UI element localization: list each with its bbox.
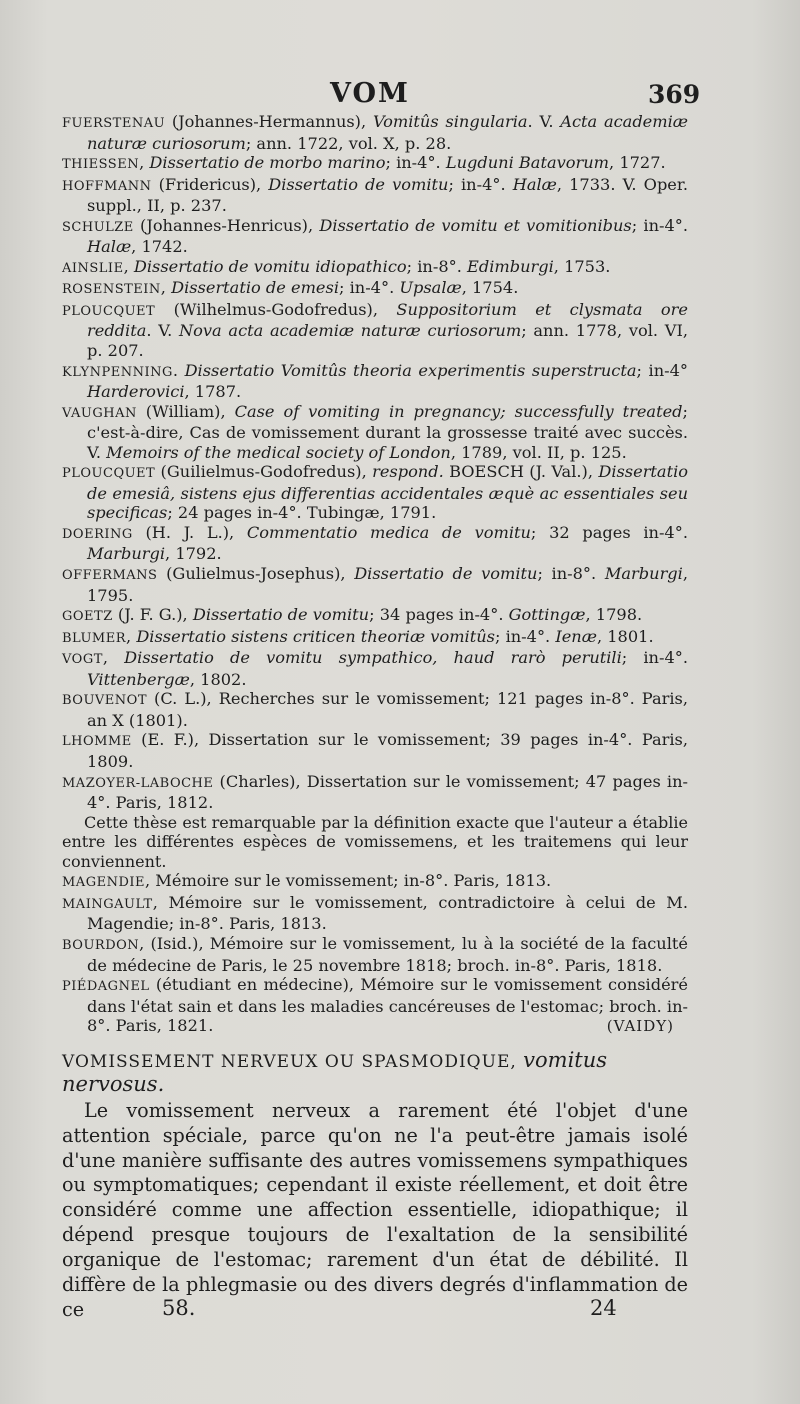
bibliography-entry: [62, 648, 688, 689]
entry-title: Dissertatio de emesi: [171, 278, 339, 298]
entry-details: (J. F. G.),: [112, 605, 193, 625]
entry-imprint: , 1798.: [585, 605, 643, 625]
entry-imprint: , 1789, vol. II, p. 125.: [450, 442, 627, 462]
entry-publication: Acta academiæ naturæ curiosorum: [87, 112, 688, 153]
entry-publication: Ienæ: [555, 626, 597, 646]
bibliography-entry: [62, 112, 688, 153]
entry-title: Commentatio medica de vomitu: [246, 522, 531, 542]
gathering-number: 24: [590, 1296, 617, 1320]
entry-author: THIESSEN: [62, 157, 140, 173]
entry-details: (E. F.),: [131, 730, 209, 750]
section-title: VOMISSEMENT NERVEUX OU SPASMODIQUE,: [62, 1051, 524, 1072]
bibliography-entry: [62, 257, 688, 279]
entry-author: VOGT: [62, 652, 103, 668]
entry-publication: Gottingæ: [508, 605, 586, 625]
entry-format: ; in-8°.: [537, 564, 605, 584]
entry-format: ; in-4°.: [494, 626, 556, 646]
entry-author: VAUGHAN: [62, 405, 137, 421]
entry-title: respond.: [372, 462, 444, 482]
entry-title: Dissertatio de vomitu et vomitionibus: [319, 215, 632, 235]
entry-imprint: , 1801.: [596, 626, 654, 646]
entry-author: BOUVENOT: [62, 693, 147, 709]
entry-author: PLOUCQUET: [62, 466, 156, 482]
entry-imprint: , 1742.: [131, 237, 188, 257]
entry-format: Dissertation sur le vomissement; 39 pages in-4°. Paris, 1809.: [87, 730, 688, 771]
entry-title: Dissertatio de vomitu: [268, 174, 449, 194]
entry-format: ; 32 pages in-4°.: [530, 522, 688, 542]
bibliography-entry: [62, 462, 688, 523]
entry-details: (Guilielmus-Godofredus),: [155, 462, 373, 482]
entry-imprint: , 1753.: [553, 256, 611, 276]
entry-details: (Wilhelmus-Godofredus),: [155, 299, 397, 319]
entry-imprint: , 1733. V. Oper. suppl., II, p. 237.: [87, 174, 688, 216]
entry-imprint: , 1792.: [165, 544, 222, 564]
entry-details: (Johannes-Henricus),: [133, 215, 320, 235]
bibliography-entry: [62, 730, 688, 771]
entry-details: ,: [123, 256, 134, 276]
entry-text: Mémoire sur le vomissement considéré dans l'état sain et dans les maladies cancéreuses de l'estomac; broch. in-8°. Paris, 1821.: [87, 975, 688, 1036]
entry-publication: Marburgi: [87, 544, 166, 564]
entry-author: SCHULZE: [62, 219, 134, 235]
entry-publication: Halæ: [87, 237, 132, 257]
bibliography-entry: [62, 934, 688, 975]
bibliography-entry: [62, 361, 688, 402]
entry-details: (Charles),: [213, 771, 307, 791]
page-footer: [0, 1296, 800, 1326]
entry-title: Dissertatio de morbo marino: [149, 153, 386, 173]
entry-author: AINSLIE: [62, 260, 124, 276]
bibliography-entry: [62, 772, 688, 813]
entry-publication: Dissertatio de emesiâ, sistens ejus differentias accidentales æquè ac essentiales seu specificas: [87, 462, 689, 523]
entry-publication: Nova acta academiæ naturæ curiosorum: [179, 321, 522, 341]
entry-imprint: , 1727.: [609, 153, 666, 173]
entry-publication: Edimburgi: [467, 256, 554, 276]
entry-details: ,: [126, 626, 137, 646]
entry-text: Mémoire sur le vomissement, contradictoire à celui de M. Magendie; in-8°. Paris, 1813.: [87, 892, 688, 934]
entry-format: Recherches sur le vomissement; 121 pages in-8°. Paris, an X (1801).: [87, 689, 688, 730]
entry-imprint: , 1802.: [189, 669, 247, 689]
bibliography-entry: [62, 627, 688, 649]
entry-details: (Gulielmus-Josephus),: [157, 564, 355, 584]
entry-details: , (Isid.),: [139, 934, 210, 954]
entry-title: Case of vomiting in pregnancy; successfully treated: [234, 401, 683, 421]
entry-format: ; in-4°.: [621, 648, 688, 668]
entry-imprint: ; ann. 1722, vol. X, p. 28.: [245, 133, 452, 153]
entry-details: .: [172, 360, 185, 380]
entry-publication: Memoirs of the medical society of London: [106, 442, 451, 462]
entry-format: ; in-4°.: [385, 153, 446, 173]
entry-title: Dissertatio Vomitûs theoria experimentis superstructa: [184, 360, 637, 380]
bibliography-entry: [62, 300, 688, 361]
entry-author: DOERING: [62, 526, 133, 542]
entry-author: ROSENSTEIN: [62, 282, 161, 298]
entry-details: ,: [139, 153, 150, 173]
entry-details: ,: [102, 648, 125, 668]
body-paragraph: Le vomissement nerveux a rarement été l'objet d'une attention spéciale, parce qu'on ne l'a peut-être jamais isolé d'une manière suffisante des autres vomissemens sympathiques ou symptomatiques; cependant il existe réellement, et doit être considéré comme une affection essentielle, idiopathique; il dépend presque toujours de l'exaltation de la sensibilité organique de l'estomac; rarement d'un état de débilité. Il diffère de la phlegmasie ou des divers degrés d'inflammation de ce: [62, 1098, 688, 1321]
entry-title: Dissertatio de vomitu idiopathico: [133, 256, 407, 276]
entry-format: Dissertation sur le vomissement; 47 pages in-4°. Paris, 1812.: [87, 771, 688, 813]
bibliography-entry: [62, 153, 688, 175]
entry-details: ,: [145, 871, 156, 891]
running-head: VOM: [330, 78, 410, 109]
entry-author: GOETZ: [62, 609, 113, 625]
entry-title: Dissertatio de vomitu sympathico, haud rarò perutili: [124, 648, 622, 668]
author-signature: (VAIDY): [606, 1016, 674, 1035]
entry-details: (étudiant en médecine),: [149, 975, 361, 995]
entry-format: ; in-4°.: [448, 174, 513, 194]
entry-author: KLYNPENNING: [62, 364, 173, 380]
entry-imprint: , 1754.: [461, 278, 519, 298]
entry-publication: Upsalæ: [399, 278, 462, 298]
entry-details: (Johannes-Hermannus),: [165, 112, 373, 131]
entry-publication: Halæ: [512, 174, 557, 194]
entry-format: ; in-8°.: [406, 256, 468, 276]
entry-publication: Harderovici: [87, 382, 185, 402]
entry-format: ; 34 pages in-4°.: [369, 605, 509, 625]
entry-details: (William),: [136, 401, 235, 421]
entry-author: MAINGAULT: [62, 896, 153, 912]
entry-author: PIÉDAGNEL: [62, 979, 150, 995]
entry-format: . V.: [527, 112, 561, 131]
bibliography-entry: [62, 175, 688, 216]
entry-format: ; c'est-à-dire, Cas de vomissement durant la grossesse traité avec succès. V.: [87, 401, 688, 462]
entry-details: (Fridericus),: [151, 174, 269, 194]
entry-details: (C. L.),: [147, 689, 219, 709]
entry-title: Dissertatio de vomitu: [354, 564, 538, 584]
entry-author: BLUMER: [62, 630, 127, 646]
entry-imprint: , 1795.: [87, 564, 688, 605]
bibliography-list: [62, 112, 688, 813]
entry-title: Vomitûs singularia: [372, 112, 528, 131]
entry-imprint: ; ann. 1778, vol. VI, p. 207.: [87, 321, 689, 361]
entry-author: HOFFMANN: [62, 178, 152, 194]
page-number: 369: [648, 80, 701, 109]
bibliography-entry: [62, 402, 688, 463]
entry-details: ,: [152, 892, 169, 912]
page-body: [62, 112, 688, 1323]
entry-author: OFFERMANS: [62, 568, 158, 584]
bibliography-entry: [62, 216, 688, 257]
bibliography-entry: [62, 871, 688, 893]
signature-mark: 58.: [162, 1296, 196, 1320]
entry-text: Mémoire sur le vomissement; in-8°. Paris, 1813.: [155, 871, 552, 891]
entry-details: (H. J. L.),: [132, 522, 247, 542]
section-latin-title: vomitus nervosus.: [62, 1047, 608, 1096]
entry-imprint: ; 24 pages in-4°. Tubingæ, 1791.: [167, 503, 437, 523]
entry-text: Mémoire sur le vomissement, lu à la société de la faculté de médecine de Paris, le 25 novembre 1818; broch. in-8°. Paris, 1818.: [87, 934, 688, 975]
entry-title: Dissertatio de vomitu: [192, 605, 370, 625]
entry-publication: Lugduni Batavorum: [445, 153, 610, 173]
bibliography-note: Cette thèse est remarquable par la définition exacte que l'auteur a établie entre les différentes espèces de vomissemens, et les traitemens qui leur conviennent.: [62, 812, 688, 871]
bibliography-entry: [62, 893, 688, 934]
entry-publication: Marburgi: [604, 564, 683, 584]
entry-format: BOESCH (J. Val.),: [443, 462, 599, 482]
bibliography-list-2: [62, 871, 688, 1035]
entry-author: BOURDON: [62, 938, 140, 954]
entry-author: LHOMME: [62, 734, 132, 750]
entry-author: FUERSTENAU: [62, 116, 166, 131]
entry-format: . V.: [146, 321, 179, 341]
entry-author: MAGENDIE: [62, 875, 145, 891]
bibliography-entry: [62, 689, 688, 730]
entry-author: MAZOYER-LABOCHE: [62, 775, 214, 791]
entry-publication: Vittenbergæ: [87, 669, 190, 689]
bibliography-entry: [62, 523, 688, 564]
section-heading: [62, 1049, 688, 1097]
bibliography-entry: [62, 278, 688, 300]
entry-title: Suppositorium et clysmata ore reddita: [87, 299, 688, 341]
entry-title: Dissertatio sistens criticen theoriæ vomitûs: [136, 626, 495, 646]
entry-format: ; in-4°.: [339, 278, 400, 298]
entry-author: PLOUCQUET: [62, 303, 156, 319]
bibliography-entry: [62, 564, 688, 605]
bibliography-entry: [62, 605, 688, 627]
entry-format: ; in-4°.: [631, 215, 688, 235]
entry-details: ,: [160, 278, 172, 298]
entry-imprint: , 1787.: [184, 382, 242, 402]
entry-format: ; in-4°: [636, 360, 688, 380]
